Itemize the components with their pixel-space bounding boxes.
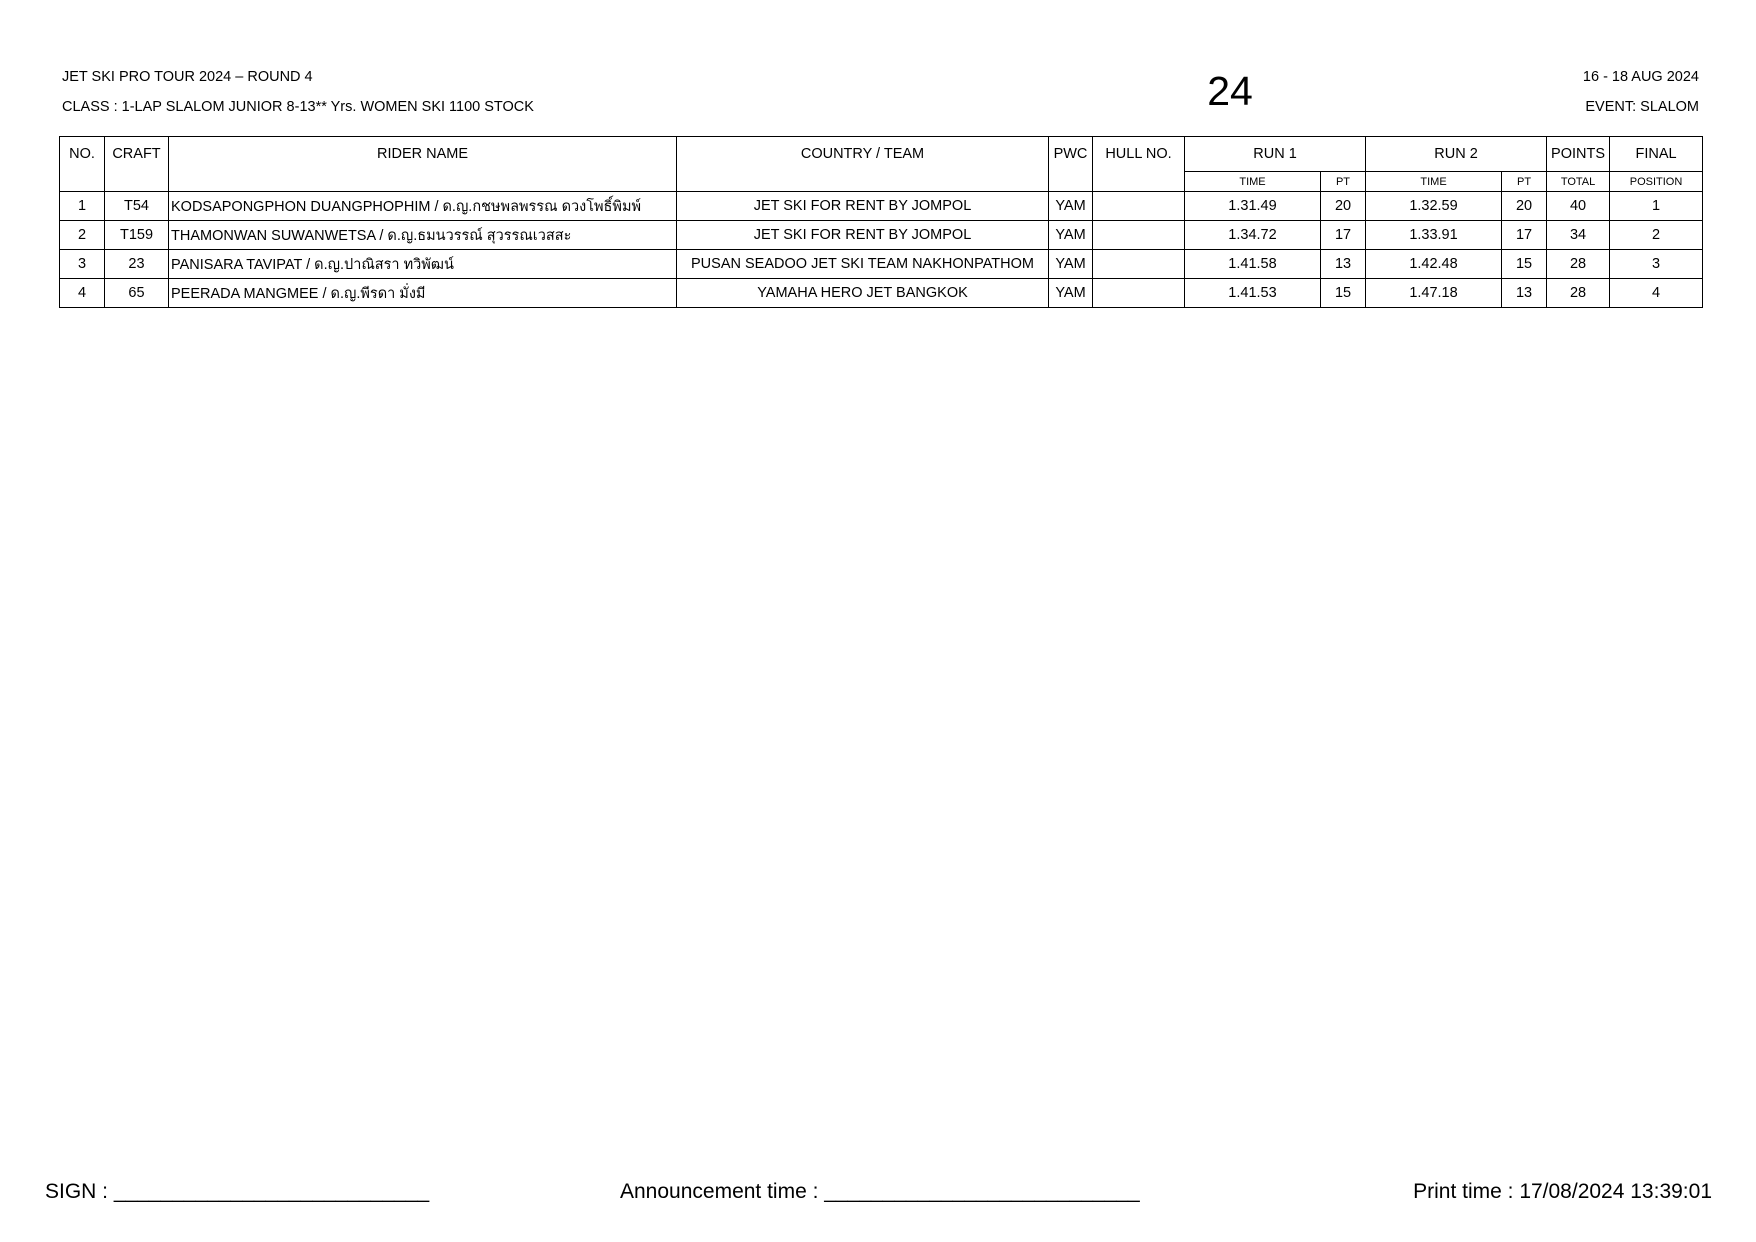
cell-craft: 65 [105,279,169,308]
cell-no: 3 [60,250,105,279]
col-header-run2-time: TIME [1366,172,1502,192]
cell-run1-pt: 20 [1321,192,1366,221]
cell-team: PUSAN SEADOO JET SKI TEAM NAKHONPATHOM [677,250,1049,279]
col-header-team: COUNTRY / TEAM [677,137,1049,192]
cell-run1-pt: 13 [1321,250,1366,279]
cell-rider: KODSAPONGPHON DUANGPHOPHIM / ด.ญ.กชษพลพรรณ ดวงโพธิ์พิมพ์ [169,192,677,221]
cell-hull [1093,279,1185,308]
cell-run1-time: 1.41.58 [1185,250,1321,279]
col-header-hull: HULL NO. [1093,137,1185,192]
cell-position: 4 [1610,279,1703,308]
sign-line: SIGN : ___________________________ [45,1180,430,1203]
cell-team: JET SKI FOR RENT BY JOMPOL [677,192,1049,221]
cell-no: 2 [60,221,105,250]
cell-pwc: YAM [1049,192,1093,221]
col-header-no: NO. [60,137,105,192]
cell-run2-time: 1.32.59 [1366,192,1502,221]
table-row [60,192,1703,221]
cell-hull [1093,250,1185,279]
cell-craft: T54 [105,192,169,221]
cell-run1-pt: 17 [1321,221,1366,250]
cell-hull [1093,221,1185,250]
col-header-run2: RUN 2 [1366,137,1547,172]
cell-position: 2 [1610,221,1703,250]
class-line: CLASS : 1-LAP SLALOM JUNIOR 8-13** Yrs. WOMEN SKI 1100 STOCK [62,99,534,115]
cell-team: YAMAHA HERO JET BANGKOK [677,279,1049,308]
announcement-time-line: Announcement time : ___________________________ [620,1180,1140,1203]
cell-no: 4 [60,279,105,308]
sheet-number: 24 [1207,68,1253,114]
col-header-pwc: PWC [1049,137,1093,192]
col-header-rider: RIDER NAME [169,137,677,192]
event-date: 16 - 18 AUG 2024 [1582,69,1699,85]
cell-total: 28 [1547,279,1610,308]
table-row [60,250,1703,279]
cell-run2-pt: 15 [1502,250,1547,279]
cell-run2-time: 1.42.48 [1366,250,1502,279]
cell-no: 1 [60,192,105,221]
col-header-total: TOTAL [1547,172,1610,192]
event-title: JET SKI PRO TOUR 2024 – ROUND 4 [62,69,313,85]
cell-run1-time: 1.41.53 [1185,279,1321,308]
cell-pwc: YAM [1049,279,1093,308]
cell-total: 34 [1547,221,1610,250]
cell-run2-pt: 20 [1502,192,1547,221]
cell-position: 3 [1610,250,1703,279]
col-header-run1-time: TIME [1185,172,1321,192]
cell-run2-time: 1.47.18 [1366,279,1502,308]
table-row [60,221,1703,250]
event-type: EVENT: SLALOM [1585,99,1699,115]
cell-run2-pt: 17 [1502,221,1547,250]
cell-run2-pt: 13 [1502,279,1547,308]
table-row [60,279,1703,308]
col-header-craft: CRAFT [105,137,169,192]
cell-rider: PANISARA TAVIPAT / ด.ญ.ปาณิสรา ทวิพัฒน์ [169,250,677,279]
print-time: Print time : 17/08/2024 13:39:01 [1413,1180,1712,1203]
cell-team: JET SKI FOR RENT BY JOMPOL [677,221,1049,250]
cell-run1-time: 1.34.72 [1185,221,1321,250]
col-header-position: POSITION [1610,172,1703,192]
cell-run1-time: 1.31.49 [1185,192,1321,221]
cell-total: 28 [1547,250,1610,279]
col-header-run1-pt: PT [1321,172,1366,192]
cell-run1-pt: 15 [1321,279,1366,308]
col-header-final: FINAL [1610,137,1703,172]
col-header-run1: RUN 1 [1185,137,1366,172]
header-row [60,137,1703,172]
cell-rider: THAMONWAN SUWANWETSA / ด.ญ.ธมนวรรณ์ สุวรรณเวสสะ [169,221,677,250]
cell-craft: T159 [105,221,169,250]
col-header-run2-pt: PT [1502,172,1547,192]
results-table [59,136,1703,308]
cell-rider: PEERADA MANGMEE / ด.ญ.พีรดา มั่งมี [169,279,677,308]
col-header-points: POINTS [1547,137,1610,172]
cell-pwc: YAM [1049,221,1093,250]
cell-hull [1093,192,1185,221]
cell-pwc: YAM [1049,250,1093,279]
cell-craft: 23 [105,250,169,279]
cell-position: 1 [1610,192,1703,221]
cell-total: 40 [1547,192,1610,221]
cell-run2-time: 1.33.91 [1366,221,1502,250]
